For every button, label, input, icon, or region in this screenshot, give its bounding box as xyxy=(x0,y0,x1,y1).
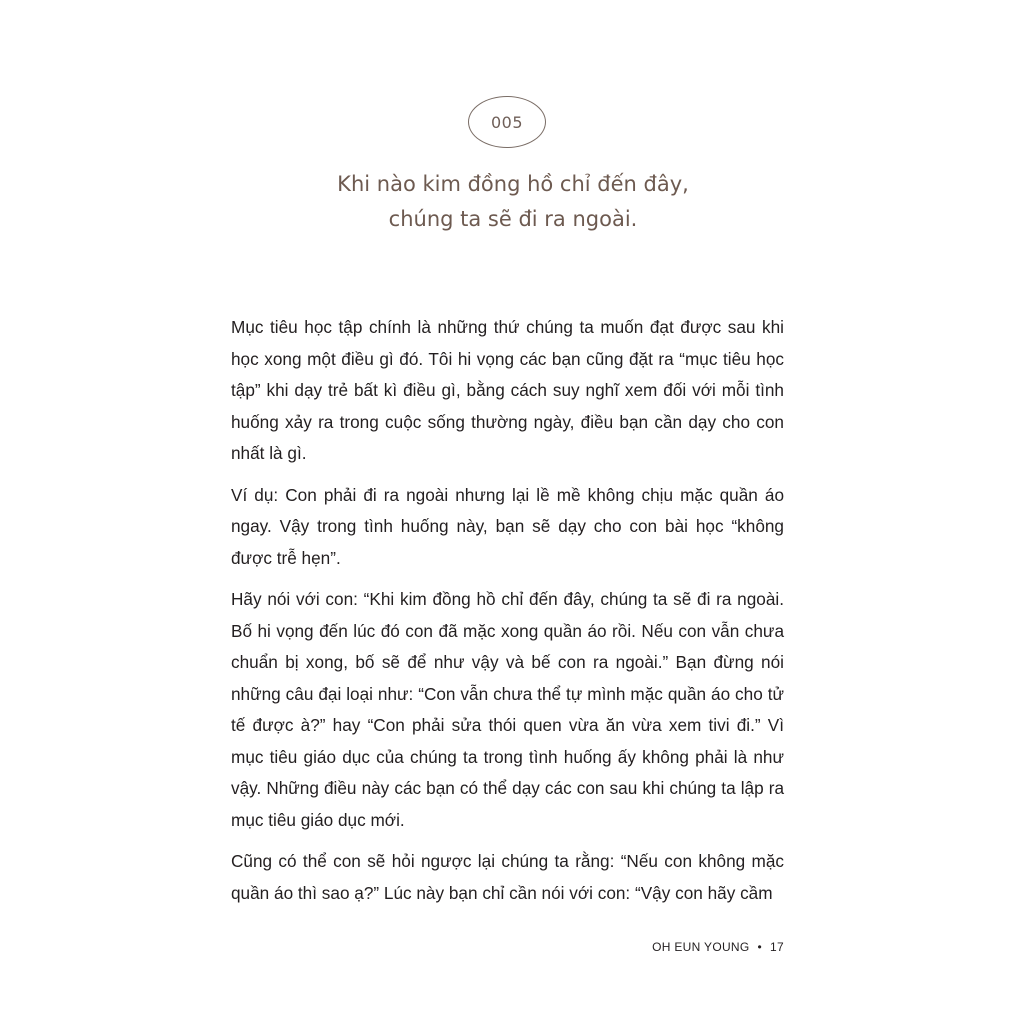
paragraph-3: Hãy nói với con: “Khi kim đồng hồ chỉ đến đây, chúng ta sẽ đi ra ngoài. Bố hi vọng đến lúc đó con đã mặc xong quần áo rồi. Nếu con vẫn chưa chuẩn bị xong, bố sẽ để như vậy và bế con ra ngoài.” Bạn đừng nói những câu đại loại như: “Con vẫn chưa thể tự mình mặc quần áo cho tử tế được à?” hay “Con phải sửa thói quen vừa ăn vừa xem tivi đi.” Vì mục tiêu giáo dục của chúng ta trong tình huống ấy không phải là như vậy. Những điều này các bạn có thể dạy các con sau khi chúng ta lập ra mục tiêu giáo dục mới. xyxy=(231,589,784,830)
chapter-title-line-2: chúng ta sẽ đi ra ngoài. xyxy=(388,207,638,231)
chapter-title-line-1: Khi nào kim đồng hồ chỉ đến đây, xyxy=(337,172,689,196)
paragraph-1: Mục tiêu học tập chính là những thứ chúng ta muốn đạt được sau khi học xong một điều gì đó. Tôi hi vọng các bạn cũng đặt ra “mục tiêu học tập” khi dạy trẻ bất kì điều gì, bằng cách suy nghĩ xem đối với mỗi tình huống xảy ra trong cuộc sống thường ngày, điều bạn cần dạy cho con nhất là gì. xyxy=(231,317,784,463)
chapter-number-badge: 005 xyxy=(468,96,546,148)
footer-author: OH EUN YOUNG xyxy=(652,940,750,954)
page-footer xyxy=(652,940,784,954)
footer-page-number: 17 xyxy=(770,940,784,954)
paragraph-4: Cũng có thể con sẽ hỏi ngược lại chúng ta rằng: “Nếu con không mặc quần áo thì sao ạ?” Lúc này bạn chỉ cần nói với con: “Vậy con hãy cầm xyxy=(231,851,784,903)
body-text xyxy=(231,312,784,919)
footer-separator: • xyxy=(757,940,763,954)
paragraph-2: Ví dụ: Con phải đi ra ngoài nhưng lại lề mề không chịu mặc quần áo ngay. Vậy trong tình huống này, bạn sẽ dạy cho con bài học “không được trễ hẹn”. xyxy=(231,484,784,568)
